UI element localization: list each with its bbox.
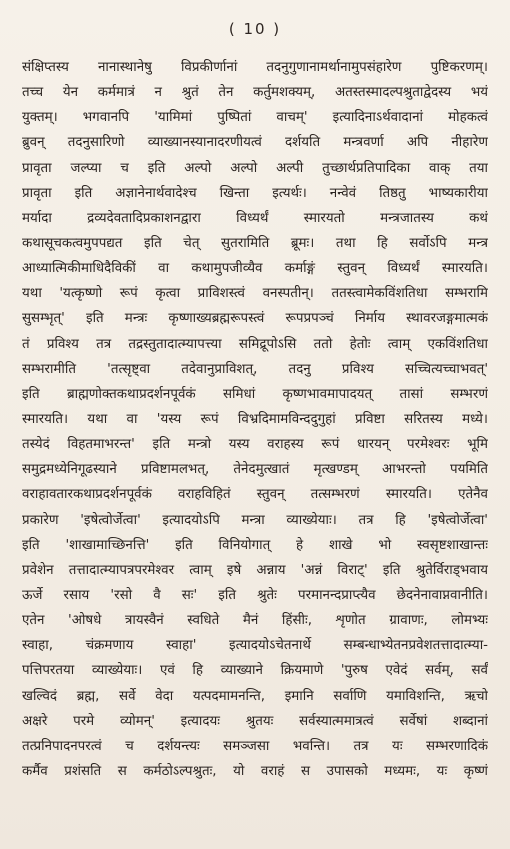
page-number: ( 10 ) — [228, 20, 282, 38]
text-line: इति 'शाखामाच्छिनत्ति' इति विनियोगात् हे शाखे भो स्वसृष्टशाखान्तः — [22, 537, 488, 553]
text-line: आध्यात्मिकीमाधिदैविकीं वा कथामुपजीव्यैव कर्माङ्गं स्तुवन् विध्यर्थं स्मारयति। — [22, 261, 488, 277]
text-line: तच्च येन कर्ममात्रं न श्रुतं तेन कर्तुमशक्यम्, अतस्तस्मादल्पश्रुताद्वेदस्य भयं — [22, 85, 488, 101]
text-line: सम्भरामीति 'तत्सृष्ट्वा तदेवानुप्राविशत्, तदनु प्रविश्य सच्चित्यच्चाभवत्' — [22, 361, 488, 377]
text-line: स्वाहा, चंक्रमणाय स्वाहा' इत्यादयोऽचेतनार्थे सम्बन्धाभ्येतनप्रवेशतत्तादात्म्या- — [22, 638, 488, 654]
text-line: अक्षरे परमे व्योमन्' इत्यादयः श्रुतयः सर्वस्यात्ममात्रत्वं सर्वेषां शब्दानां — [22, 713, 488, 729]
text-line: तत्प्रनिपादनपरत्वं च दर्शयन्त्यः समञ्जसा भवन्ति। तत्र यः सम्भरणादिकं — [22, 738, 488, 754]
text-line: ब्रुवन् तदनुसारिणो व्याख्यानस्यानादरणीयत्वं दर्शयति मन्त्रवर्णा अपि नीहारेण — [22, 135, 488, 151]
body-text — [22, 55, 488, 784]
text-line: यथा 'यत्कृष्णो रूपं कृत्वा प्राविशस्त्वं वनस्पतीन्। ततस्त्वामेकविंशतिधा सम्भरामि — [22, 286, 488, 302]
text-line: सुसम्भृत्' इति मन्त्रः कृष्णाख्यब्रह्मरूपस्त्वं रूपप्रपञ्चं निर्माय स्थावरजङ्गमात्मकं — [22, 311, 488, 327]
text-line: कर्मैव प्रशंसति स कर्मठोऽल्पश्रुतः, यो वराहं स उपासको मध्यमः, यः कृष्णं — [22, 763, 488, 779]
text-line: खल्विदं ब्रह्म, सर्वे वेदा यत्पदमामनन्ति, इमानि सर्वाणि यमाविशन्ति, ऋचो — [22, 688, 488, 704]
text-line: तस्येदं विहतमाभरन्त' इति मन्त्रो यस्य वराहस्य रूपं धारयन् परमेश्वरः भूमि — [22, 437, 488, 453]
text-line: ऊर्जे रसाय 'रसो वै सः' इति श्रुतेः परमानन्दप्राप्त्यैव छेदनेनावाप्नवानीति। — [22, 587, 488, 603]
text-line: प्रकारेण 'इषेत्वोर्जेत्वा' इत्यादयोऽपि मन्त्रा व्याख्येयाः। तत्र हि 'इषेत्वोर्जेत्वा' — [22, 512, 488, 528]
text-line: प्रवेशेन तत्तादात्म्यापत्रपरमेश्वर त्वाम् इषे अन्नाय 'अन्नं विराट्' इति श्रुतेर्विराड्भवाय — [22, 562, 488, 578]
text-line: कथासूचकत्वमुपपद्यत इति चेत् सुतरामिति ब्रूमः। तथा हि सर्वोऽपि मन्त्र — [22, 235, 488, 251]
text-line: मर्यादा द्रव्यदेवतादिप्रकाशनद्वारा विध्यर्थं स्मारयतो मन्त्रजातस्य कथं — [22, 210, 488, 226]
text-line: एतेन 'ओषधे त्रायस्वैनं स्वधिते मैनं हिंसीः, शृणोत ग्रावाणः, लोमभ्यः — [22, 613, 488, 629]
text-line: स्मारयति। यथा वा 'यस्य रूपं विभ्रदिमामविन्ददुगुहां प्रविष्टा सरितस्य मध्ये। — [22, 411, 488, 427]
text-line: प्रावृता इति अज्ञानेनार्थवादेश्च खिन्ता इत्यर्थः। नन्वेवं तिष्ठतु भाष्यकारीया — [22, 185, 488, 201]
text-line: वराहावतारकथाप्रदर्शनपूर्वकं वराहविहितं स्तुवन् तत्सम्भरणं स्मारयति। एतेनैव — [22, 487, 488, 503]
text-line: संक्षिप्तस्य नानास्थानेषु विप्रकीर्णानां तदनुगुणानामर्थानामुपसंहारेण पुष्टिकरणम्। — [22, 60, 488, 75]
text-line: पत्तिपरतया व्याख्येयाः। एवं हि व्याख्याने क्रियमाणे 'पुरुष एवेदं सर्वम्, सर्वं — [22, 663, 488, 679]
text-line: प्रावृता जल्प्या च इति अल्पो अल्पो अल्पी तुच्छार्थप्रतिपादिका वाक् तया — [22, 160, 488, 176]
text-line: इति ब्राह्मणोक्तकथाप्रदर्शनपूर्वकं समिधां कृष्णभावमापादयत् तासां सम्भरणं — [22, 386, 488, 402]
text-line: समुद्रमध्येनिगूढस्याने प्रविष्टामलभत्, तेनेदमुत्खातं मृत्खण्डम् आभरन्तो पयमिति — [22, 462, 488, 478]
text-line: युक्तम्। भगवानपि 'यामिमां पुष्पितां वाचम्' इत्यादिनाऽर्थवादानां मोहकत्वं — [22, 110, 488, 126]
text-line: तं प्रविश्य तत्र तद्रस्तुतादात्म्यापत्त्या समिद्रूपोऽसि ततो हेतोः त्वाम् एकविंशतिधा — [22, 336, 488, 352]
